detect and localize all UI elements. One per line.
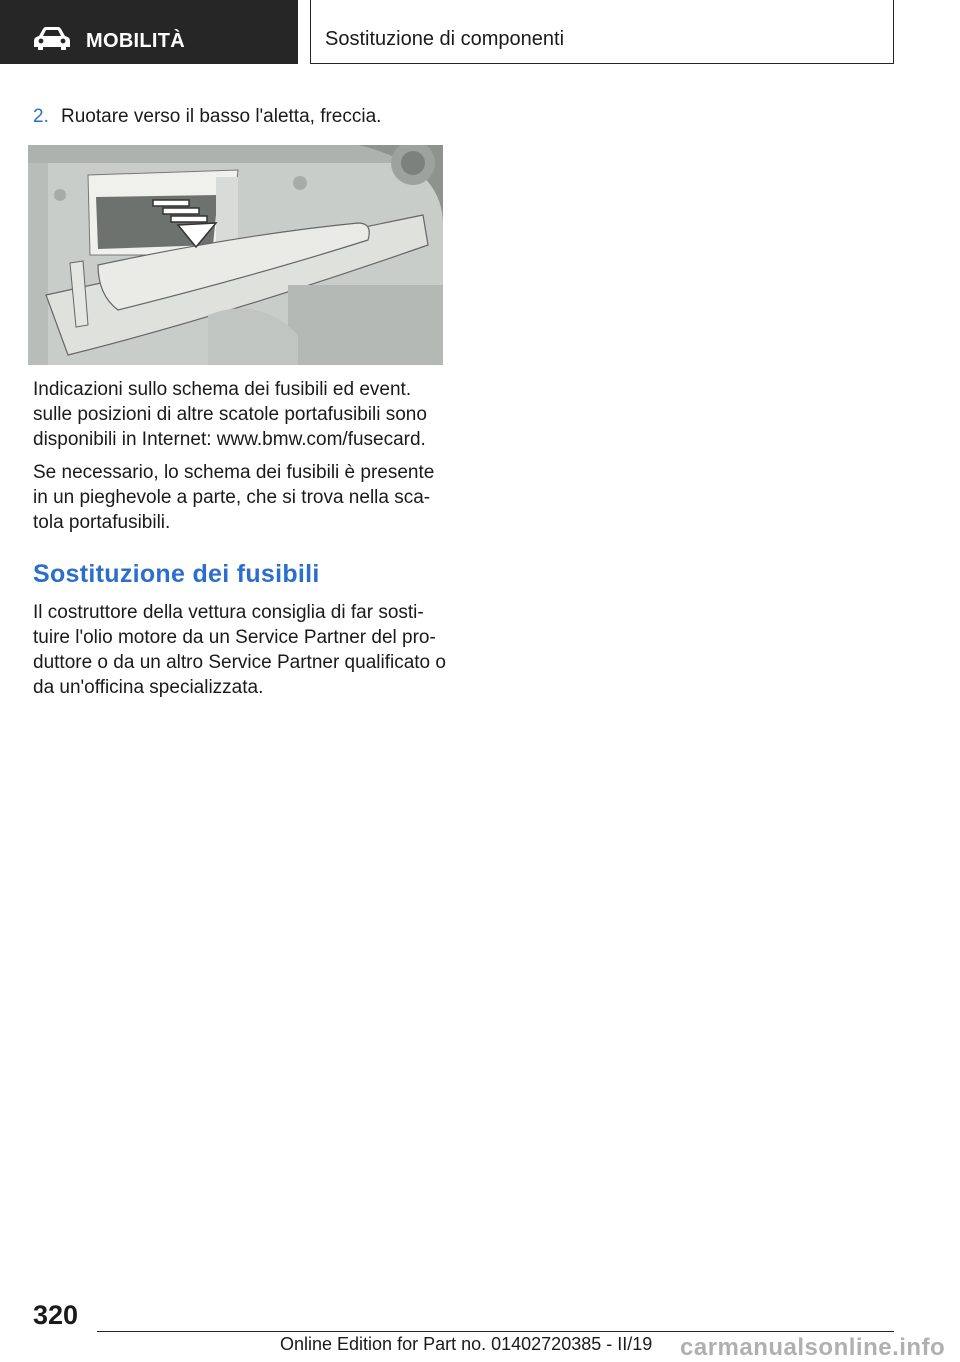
text-line: in un pieghevole a parte, che si trova nella sca- <box>33 487 431 508</box>
text-line: Il costruttore della vettura consiglia di far sosti- <box>33 602 424 623</box>
fuse-diagram-paragraph <box>33 460 448 535</box>
edition-note: Online Edition for Part no. 01402720385 - II/19 <box>280 1334 653 1354</box>
text-line: tola portafusibili. <box>33 512 171 533</box>
watermark: carmanualsonline.info <box>680 1334 946 1361</box>
glovebox-illustration <box>28 145 443 365</box>
section-label: MOBILITÀ <box>86 30 186 52</box>
step-text: Ruotare verso il basso l'aletta, freccia. <box>61 106 382 127</box>
text-line: Indicazioni sullo schema dei fusibili ed event. <box>33 379 412 400</box>
text-line: tuire l'olio motore da un Service Partner del pro- <box>33 627 436 648</box>
page-number: 320 <box>33 1300 79 1330</box>
text-line: da un'officina specializzata. <box>33 677 264 698</box>
section-body <box>33 600 448 700</box>
chapter-header <box>310 0 894 64</box>
text-line: duttore o da un altro Service Partner qualificato o <box>33 652 446 673</box>
car-icon <box>33 26 71 52</box>
text-line: sulle posizioni di altre scatole portafusibili sono <box>33 404 427 425</box>
text-line: Se necessario, lo schema dei fusibili è presente <box>33 462 435 483</box>
header-section-tab <box>0 0 298 64</box>
text-line: disponibili in Internet: www.bmw.com/fusecard. <box>33 429 426 450</box>
footer-divider <box>97 1331 894 1332</box>
chapter-title: Sostituzione di componenti <box>325 28 565 50</box>
section-heading: Sostituzione dei fusibili <box>33 560 320 588</box>
step-number: 2. <box>33 106 49 127</box>
fuse-info-paragraph <box>33 377 448 452</box>
step-item <box>33 104 453 130</box>
